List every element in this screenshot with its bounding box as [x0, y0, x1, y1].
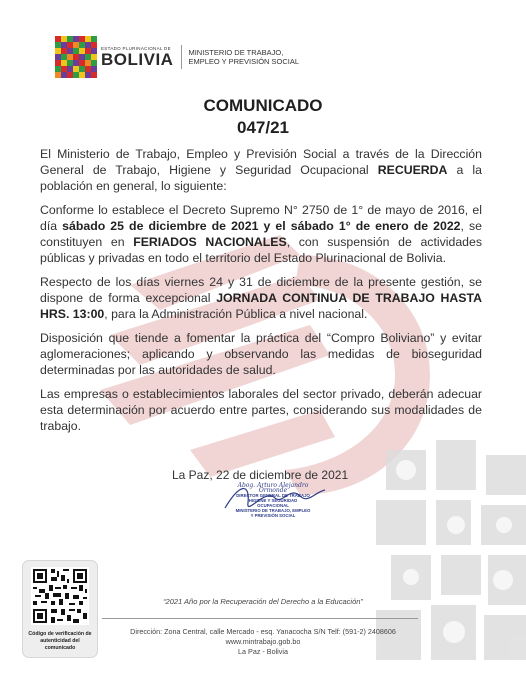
bolivia-logo — [55, 36, 97, 78]
footer-city: La Paz - Bolivia — [238, 647, 288, 656]
ministry-line-1: MINISTERIO DE TRABAJO, — [188, 48, 284, 57]
footer-website[interactable]: www.mintrabajo.gob.bo — [225, 637, 301, 646]
paragraph-1: El Ministerio de Trabajo, Empleo y Previsión Social a través de la Dirección General de Trabajo, Higiene y Seguridad Ocupacional RECUERDA a la población en general, lo siguiente: — [40, 147, 483, 193]
document-title: COMUNICADO — [203, 96, 323, 115]
brand-name: BOLIVIA — [101, 50, 174, 69]
brand-subtitle: ESTADO PLURINACIONAL DE — [101, 46, 171, 51]
year-motto: “2021 Año por la Recuperación del Derecho a la Educación” — [163, 597, 363, 606]
paragraph-4: Disposición que tiende a fomentar la práctica del “Compro Boliviano” y evitar aglomeraciones; aplicando y observando las medidas de bioseguridad determinadas por las autoridades de salud. — [40, 331, 482, 377]
document-number: 047/21 — [237, 118, 289, 137]
paragraph-5: Las empresas o establecimientos laborales del sector privado, deberán adecuar esta determinación por acuerdo entre partes, considerando sus modalidades de trabajo. — [40, 387, 482, 433]
place-and-date: La Paz, 22 de diciembre de 2021 — [172, 468, 349, 482]
document-body — [40, 146, 482, 442]
paragraph-3: Respecto de los días viernes 24 y 31 de diciembre de la presente gestión, se dispone de forma excepcional JORNADA CONTINUA DE TRABAJO HASTA HRS. 13:00, para la Administración Pública a nivel nacional. — [40, 275, 482, 321]
footer-divider — [102, 618, 418, 619]
footer — [0, 627, 526, 657]
qr-code[interactable] — [31, 567, 89, 625]
qr-caption: Código de verificación de autenticidad del comunicado — [28, 631, 92, 651]
official-stamp: Abog. Arturo Alejandro Ormonde DIRECTOR GENERAL DE TRABAJO HIGIENE Y SEGURIDAD OCUPACIONAL MINISTERIO DE TRABAJO, EMPLEO Y PREVISIÓN SOCIAL — [235, 482, 311, 518]
header-divider — [181, 45, 182, 69]
letterhead — [55, 36, 299, 78]
paragraph-2: Conforme lo establece el Decreto Supremo N° 2750 de 1° de mayo de 2016, el día sábado 25 de diciembre de 2021 y el sábado 1° de enero de 2022, se constituyen en FERIADOS NACIONALES, con suspensión de actividades públicas y privadas en todo el territorio del Estado Plurinacional de Bolivia. — [40, 203, 482, 265]
footer-address: Dirección: Zona Central, calle Mercado - esq. Yanacocha S/N Telf: (591-2) 2408606 — [130, 627, 396, 636]
ministry-line-2: EMPLEO Y PREVISIÓN SOCIAL — [188, 57, 300, 66]
